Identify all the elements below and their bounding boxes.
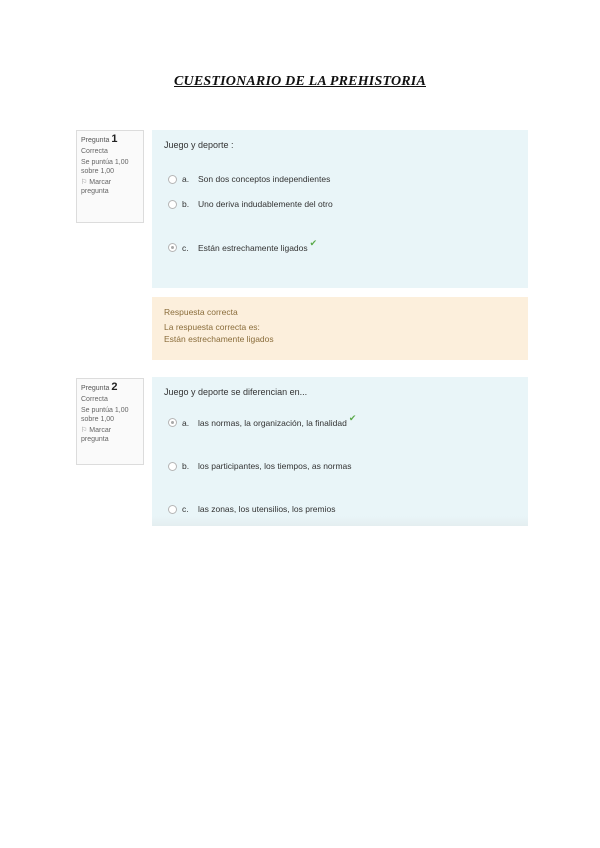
- document-title: CUESTIONARIO DE LA PREHISTORIA: [174, 74, 426, 89]
- question-label: Pregunta: [81, 385, 110, 392]
- flag-question-link[interactable]: [81, 178, 139, 196]
- question-1-box: [152, 130, 528, 288]
- option-c[interactable]: [168, 238, 318, 253]
- radio-button[interactable]: [168, 505, 177, 514]
- option-b[interactable]: [168, 461, 352, 471]
- check-icon: ✔: [309, 238, 318, 248]
- option-letter: c.: [182, 242, 189, 253]
- option-c[interactable]: [168, 504, 335, 514]
- flag-question-label: Marcar pregunta: [81, 179, 112, 195]
- option-b[interactable]: [168, 199, 333, 209]
- option-letter: a.: [182, 417, 190, 428]
- option-letter: a.: [182, 174, 190, 184]
- option-text: las normas, la organización, la finalidad: [198, 417, 347, 428]
- quiz-screenshot: [74, 126, 529, 526]
- question-1-info: [76, 130, 144, 223]
- correct-answer: Están estrechamente ligados: [164, 334, 274, 344]
- radio-button-selected[interactable]: [168, 418, 177, 427]
- radio-button[interactable]: [168, 175, 177, 184]
- flag-question-link[interactable]: [81, 426, 139, 444]
- option-text: Son dos conceptos independientes: [198, 174, 331, 184]
- feedback-title: Respuesta correcta: [164, 307, 238, 317]
- option-letter: c.: [182, 504, 189, 514]
- question-number: 1: [111, 133, 118, 145]
- flag-icon: ⚐: [81, 179, 88, 186]
- question-text: Juego y deporte :: [164, 140, 234, 150]
- check-icon: ✔: [348, 413, 357, 423]
- option-text: las zonas, los utensilios, los premios: [198, 504, 336, 514]
- option-text: Están estrechamente ligados: [198, 242, 308, 253]
- radio-button[interactable]: [168, 200, 177, 209]
- flag-icon: ⚐: [81, 427, 88, 434]
- correct-answer-label: La respuesta correcta es:: [164, 322, 260, 332]
- question-status: Correcta: [81, 148, 108, 155]
- screenshot-bottom-edge: [152, 516, 528, 526]
- option-letter: b.: [182, 461, 190, 471]
- question-status: Correcta: [81, 396, 108, 403]
- option-a[interactable]: [168, 174, 330, 184]
- question-label: Pregunta: [81, 137, 110, 144]
- radio-button[interactable]: [168, 462, 177, 471]
- option-text: los participantes, los tiempos, as normas: [198, 461, 352, 471]
- question-2-info: [76, 378, 144, 465]
- option-letter: b.: [182, 199, 190, 209]
- feedback-box: [152, 297, 528, 360]
- question-score: Se puntúa 1,00 sobre 1,00: [81, 159, 129, 175]
- question-2-box: [152, 377, 528, 526]
- radio-button-selected[interactable]: [168, 243, 177, 252]
- question-number: 2: [111, 381, 118, 393]
- option-text: Uno deriva indudablemente del otro: [198, 199, 333, 209]
- option-a[interactable]: [168, 413, 357, 428]
- question-text: Juego y deporte se diferencian en...: [164, 387, 308, 397]
- flag-question-label: Marcar pregunta: [81, 427, 112, 443]
- question-score: Se puntúa 1,00 sobre 1,00: [81, 407, 129, 423]
